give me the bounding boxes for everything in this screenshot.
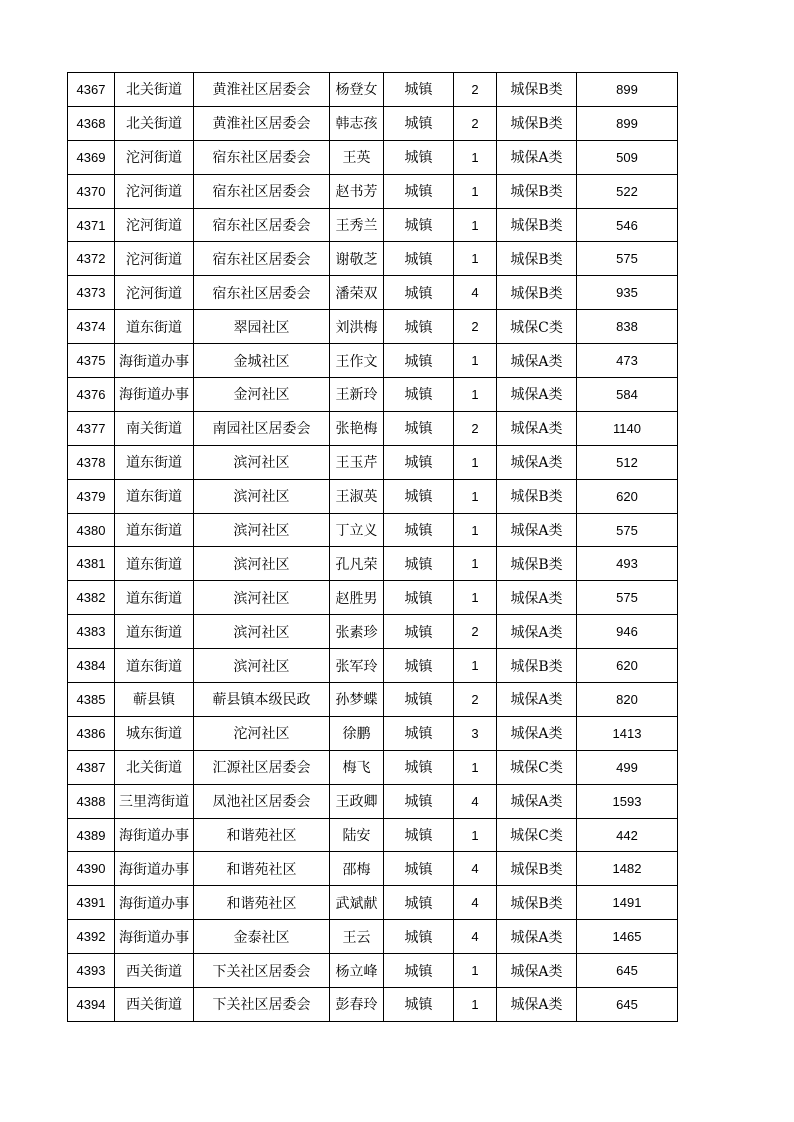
cell-id: 4376 (68, 378, 115, 412)
cell-household-count: 1 (454, 208, 497, 242)
cell-name: 潘荣双 (330, 276, 384, 310)
cell-id: 4373 (68, 276, 115, 310)
cell-area: 城镇 (384, 310, 454, 344)
cell-name: 谢敬芝 (330, 242, 384, 276)
table-row (68, 649, 678, 683)
cell-street: 沱河街道 (115, 276, 194, 310)
cell-community: 宿东社区居委会 (194, 140, 330, 174)
cell-id: 4377 (68, 411, 115, 445)
cell-name: 丁立义 (330, 513, 384, 547)
cell-household-count: 1 (454, 581, 497, 615)
table-row (68, 954, 678, 988)
cell-area: 城镇 (384, 852, 454, 886)
cell-household-count: 4 (454, 852, 497, 886)
cell-id: 4378 (68, 445, 115, 479)
cell-community: 和谐苑社区 (194, 852, 330, 886)
cell-household-count: 1 (454, 513, 497, 547)
cell-area: 城镇 (384, 140, 454, 174)
cell-amount: 899 (577, 106, 678, 140)
cell-household-count: 1 (454, 954, 497, 988)
table-row (68, 208, 678, 242)
cell-id: 4384 (68, 649, 115, 683)
cell-category: 城保B类 (497, 852, 577, 886)
cell-category: 城保A类 (497, 513, 577, 547)
table-row (68, 750, 678, 784)
cell-amount: 575 (577, 513, 678, 547)
cell-household-count: 4 (454, 920, 497, 954)
cell-name: 韩志孩 (330, 106, 384, 140)
cell-community: 凤池社区居委会 (194, 784, 330, 818)
cell-name: 张艳梅 (330, 411, 384, 445)
cell-amount: 1482 (577, 852, 678, 886)
cell-area: 城镇 (384, 784, 454, 818)
cell-category: 城保B类 (497, 649, 577, 683)
cell-area: 城镇 (384, 988, 454, 1022)
cell-id: 4372 (68, 242, 115, 276)
cell-street: 西关街道 (115, 954, 194, 988)
cell-street: 海街道办事 (115, 920, 194, 954)
cell-area: 城镇 (384, 106, 454, 140)
cell-amount: 935 (577, 276, 678, 310)
cell-household-count: 1 (454, 344, 497, 378)
cell-amount: 620 (577, 649, 678, 683)
cell-id: 4390 (68, 852, 115, 886)
cell-name: 梅飞 (330, 750, 384, 784)
cell-household-count: 2 (454, 683, 497, 717)
cell-community: 下关社区居委会 (194, 988, 330, 1022)
cell-street: 道东街道 (115, 649, 194, 683)
cell-street: 沱河街道 (115, 174, 194, 208)
cell-area: 城镇 (384, 547, 454, 581)
table-row (68, 411, 678, 445)
cell-area: 城镇 (384, 581, 454, 615)
table-row (68, 818, 678, 852)
cell-amount: 838 (577, 310, 678, 344)
cell-category: 城保B类 (497, 73, 577, 107)
cell-id: 4371 (68, 208, 115, 242)
cell-category: 城保B类 (497, 242, 577, 276)
cell-street: 南关街道 (115, 411, 194, 445)
cell-household-count: 1 (454, 547, 497, 581)
cell-household-count: 1 (454, 818, 497, 852)
cell-community: 沱河社区 (194, 716, 330, 750)
table-row (68, 445, 678, 479)
cell-category: 城保B类 (497, 106, 577, 140)
cell-street: 西关街道 (115, 988, 194, 1022)
cell-name: 孙梦蝶 (330, 683, 384, 717)
cell-household-count: 4 (454, 276, 497, 310)
cell-community: 黄淮社区居委会 (194, 106, 330, 140)
cell-name: 赵胜男 (330, 581, 384, 615)
cell-id: 4383 (68, 615, 115, 649)
cell-community: 金城社区 (194, 344, 330, 378)
table-row (68, 615, 678, 649)
cell-amount: 1413 (577, 716, 678, 750)
cell-id: 4385 (68, 683, 115, 717)
cell-category: 城保A类 (497, 784, 577, 818)
cell-street: 城东街道 (115, 716, 194, 750)
table-row (68, 479, 678, 513)
cell-community: 滨河社区 (194, 615, 330, 649)
cell-category: 城保C类 (497, 310, 577, 344)
cell-community: 金河社区 (194, 378, 330, 412)
cell-street: 北关街道 (115, 73, 194, 107)
cell-name: 武斌献 (330, 886, 384, 920)
cell-household-count: 1 (454, 140, 497, 174)
cell-name: 赵书芳 (330, 174, 384, 208)
cell-amount: 620 (577, 479, 678, 513)
cell-category: 城保A类 (497, 988, 577, 1022)
cell-name: 彭春玲 (330, 988, 384, 1022)
cell-category: 城保A类 (497, 445, 577, 479)
cell-community: 和谐苑社区 (194, 886, 330, 920)
cell-category: 城保B类 (497, 886, 577, 920)
cell-household-count: 1 (454, 174, 497, 208)
cell-community: 蕲县镇本级民政 (194, 683, 330, 717)
cell-street: 沱河街道 (115, 208, 194, 242)
cell-amount: 946 (577, 615, 678, 649)
cell-street: 道东街道 (115, 445, 194, 479)
cell-amount: 512 (577, 445, 678, 479)
table-row (68, 344, 678, 378)
cell-amount: 499 (577, 750, 678, 784)
cell-community: 汇源社区居委会 (194, 750, 330, 784)
cell-id: 4380 (68, 513, 115, 547)
cell-category: 城保B类 (497, 276, 577, 310)
cell-id: 4379 (68, 479, 115, 513)
cell-id: 4368 (68, 106, 115, 140)
cell-area: 城镇 (384, 920, 454, 954)
cell-amount: 899 (577, 73, 678, 107)
cell-community: 滨河社区 (194, 649, 330, 683)
cell-amount: 546 (577, 208, 678, 242)
cell-name: 王玉芹 (330, 445, 384, 479)
cell-amount: 509 (577, 140, 678, 174)
table-row (68, 683, 678, 717)
cell-street: 海街道办事 (115, 818, 194, 852)
cell-amount: 820 (577, 683, 678, 717)
cell-community: 南园社区居委会 (194, 411, 330, 445)
table-row (68, 242, 678, 276)
cell-category: 城保A类 (497, 615, 577, 649)
cell-area: 城镇 (384, 174, 454, 208)
cell-name: 王作文 (330, 344, 384, 378)
cell-amount: 1593 (577, 784, 678, 818)
cell-area: 城镇 (384, 615, 454, 649)
cell-street: 沱河街道 (115, 242, 194, 276)
cell-category: 城保A类 (497, 920, 577, 954)
roster-table (67, 72, 678, 1022)
cell-area: 城镇 (384, 73, 454, 107)
cell-household-count: 2 (454, 411, 497, 445)
cell-category: 城保A类 (497, 140, 577, 174)
cell-household-count: 1 (454, 750, 497, 784)
cell-name: 张军玲 (330, 649, 384, 683)
cell-community: 下关社区居委会 (194, 954, 330, 988)
table-row (68, 784, 678, 818)
cell-category: 城保A类 (497, 954, 577, 988)
cell-household-count: 1 (454, 242, 497, 276)
cell-name: 王淑英 (330, 479, 384, 513)
cell-community: 滨河社区 (194, 445, 330, 479)
cell-street: 道东街道 (115, 310, 194, 344)
cell-household-count: 2 (454, 106, 497, 140)
cell-household-count: 4 (454, 886, 497, 920)
cell-area: 城镇 (384, 479, 454, 513)
cell-id: 4374 (68, 310, 115, 344)
cell-community: 宿东社区居委会 (194, 174, 330, 208)
cell-community: 黄淮社区居委会 (194, 73, 330, 107)
cell-street: 道东街道 (115, 479, 194, 513)
cell-street: 道东街道 (115, 513, 194, 547)
cell-name: 王云 (330, 920, 384, 954)
table-row (68, 988, 678, 1022)
cell-name: 王政卿 (330, 784, 384, 818)
cell-area: 城镇 (384, 716, 454, 750)
cell-id: 4370 (68, 174, 115, 208)
cell-area: 城镇 (384, 445, 454, 479)
table-row (68, 174, 678, 208)
cell-community: 滨河社区 (194, 479, 330, 513)
table-row (68, 581, 678, 615)
cell-area: 城镇 (384, 242, 454, 276)
cell-category: 城保B类 (497, 208, 577, 242)
cell-household-count: 2 (454, 615, 497, 649)
cell-amount: 442 (577, 818, 678, 852)
cell-id: 4391 (68, 886, 115, 920)
cell-amount: 1140 (577, 411, 678, 445)
cell-category: 城保A类 (497, 581, 577, 615)
table-row (68, 310, 678, 344)
cell-name: 王秀兰 (330, 208, 384, 242)
cell-community: 金泰社区 (194, 920, 330, 954)
cell-amount: 493 (577, 547, 678, 581)
cell-household-count: 4 (454, 784, 497, 818)
cell-name: 陆安 (330, 818, 384, 852)
cell-household-count: 1 (454, 378, 497, 412)
cell-community: 宿东社区居委会 (194, 208, 330, 242)
cell-id: 4387 (68, 750, 115, 784)
cell-name: 徐鹏 (330, 716, 384, 750)
cell-area: 城镇 (384, 276, 454, 310)
cell-category: 城保A类 (497, 411, 577, 445)
cell-area: 城镇 (384, 513, 454, 547)
cell-name: 杨登女 (330, 73, 384, 107)
cell-community: 宿东社区居委会 (194, 242, 330, 276)
cell-community: 滨河社区 (194, 581, 330, 615)
cell-street: 蕲县镇 (115, 683, 194, 717)
cell-area: 城镇 (384, 886, 454, 920)
cell-area: 城镇 (384, 411, 454, 445)
cell-amount: 584 (577, 378, 678, 412)
table-row (68, 852, 678, 886)
table-row (68, 276, 678, 310)
roster-body (68, 73, 678, 1022)
cell-amount: 645 (577, 954, 678, 988)
cell-community: 和谐苑社区 (194, 818, 330, 852)
cell-name: 张素珍 (330, 615, 384, 649)
cell-area: 城镇 (384, 378, 454, 412)
cell-household-count: 3 (454, 716, 497, 750)
cell-street: 海街道办事 (115, 852, 194, 886)
table-row (68, 716, 678, 750)
cell-name: 孔凡荣 (330, 547, 384, 581)
cell-id: 4388 (68, 784, 115, 818)
cell-name: 邵梅 (330, 852, 384, 886)
cell-area: 城镇 (384, 208, 454, 242)
cell-id: 4375 (68, 344, 115, 378)
cell-amount: 645 (577, 988, 678, 1022)
cell-community: 滨河社区 (194, 547, 330, 581)
cell-amount: 1491 (577, 886, 678, 920)
cell-name: 王英 (330, 140, 384, 174)
cell-amount: 1465 (577, 920, 678, 954)
cell-community: 翠园社区 (194, 310, 330, 344)
cell-category: 城保B类 (497, 479, 577, 513)
cell-id: 4381 (68, 547, 115, 581)
cell-area: 城镇 (384, 818, 454, 852)
cell-id: 4392 (68, 920, 115, 954)
cell-id: 4367 (68, 73, 115, 107)
cell-street: 海街道办事 (115, 344, 194, 378)
cell-name: 杨立峰 (330, 954, 384, 988)
cell-id: 4394 (68, 988, 115, 1022)
cell-id: 4389 (68, 818, 115, 852)
cell-household-count: 1 (454, 649, 497, 683)
cell-area: 城镇 (384, 344, 454, 378)
cell-area: 城镇 (384, 649, 454, 683)
cell-area: 城镇 (384, 954, 454, 988)
cell-household-count: 2 (454, 73, 497, 107)
cell-area: 城镇 (384, 750, 454, 784)
table-row (68, 547, 678, 581)
cell-street: 道东街道 (115, 547, 194, 581)
cell-street: 海街道办事 (115, 886, 194, 920)
cell-community: 宿东社区居委会 (194, 276, 330, 310)
cell-household-count: 1 (454, 445, 497, 479)
cell-category: 城保B类 (497, 547, 577, 581)
cell-id: 4393 (68, 954, 115, 988)
table-row (68, 140, 678, 174)
cell-amount: 575 (577, 242, 678, 276)
cell-amount: 522 (577, 174, 678, 208)
cell-street: 三里湾街道 (115, 784, 194, 818)
cell-community: 滨河社区 (194, 513, 330, 547)
table-row (68, 886, 678, 920)
table-row (68, 73, 678, 107)
cell-id: 4386 (68, 716, 115, 750)
cell-household-count: 2 (454, 310, 497, 344)
cell-household-count: 1 (454, 479, 497, 513)
cell-street: 北关街道 (115, 106, 194, 140)
cell-name: 王新玲 (330, 378, 384, 412)
cell-street: 海街道办事 (115, 378, 194, 412)
cell-name: 刘洪梅 (330, 310, 384, 344)
cell-id: 4369 (68, 140, 115, 174)
cell-street: 道东街道 (115, 615, 194, 649)
cell-category: 城保C类 (497, 818, 577, 852)
cell-category: 城保B类 (497, 174, 577, 208)
table-row (68, 378, 678, 412)
cell-category: 城保A类 (497, 683, 577, 717)
table-row (68, 106, 678, 140)
cell-amount: 575 (577, 581, 678, 615)
cell-category: 城保A类 (497, 378, 577, 412)
table-row (68, 513, 678, 547)
cell-category: 城保C类 (497, 750, 577, 784)
cell-area: 城镇 (384, 683, 454, 717)
cell-category: 城保A类 (497, 716, 577, 750)
cell-street: 道东街道 (115, 581, 194, 615)
cell-category: 城保A类 (497, 344, 577, 378)
cell-amount: 473 (577, 344, 678, 378)
cell-household-count: 1 (454, 988, 497, 1022)
cell-street: 沱河街道 (115, 140, 194, 174)
cell-street: 北关街道 (115, 750, 194, 784)
table-row (68, 920, 678, 954)
cell-id: 4382 (68, 581, 115, 615)
